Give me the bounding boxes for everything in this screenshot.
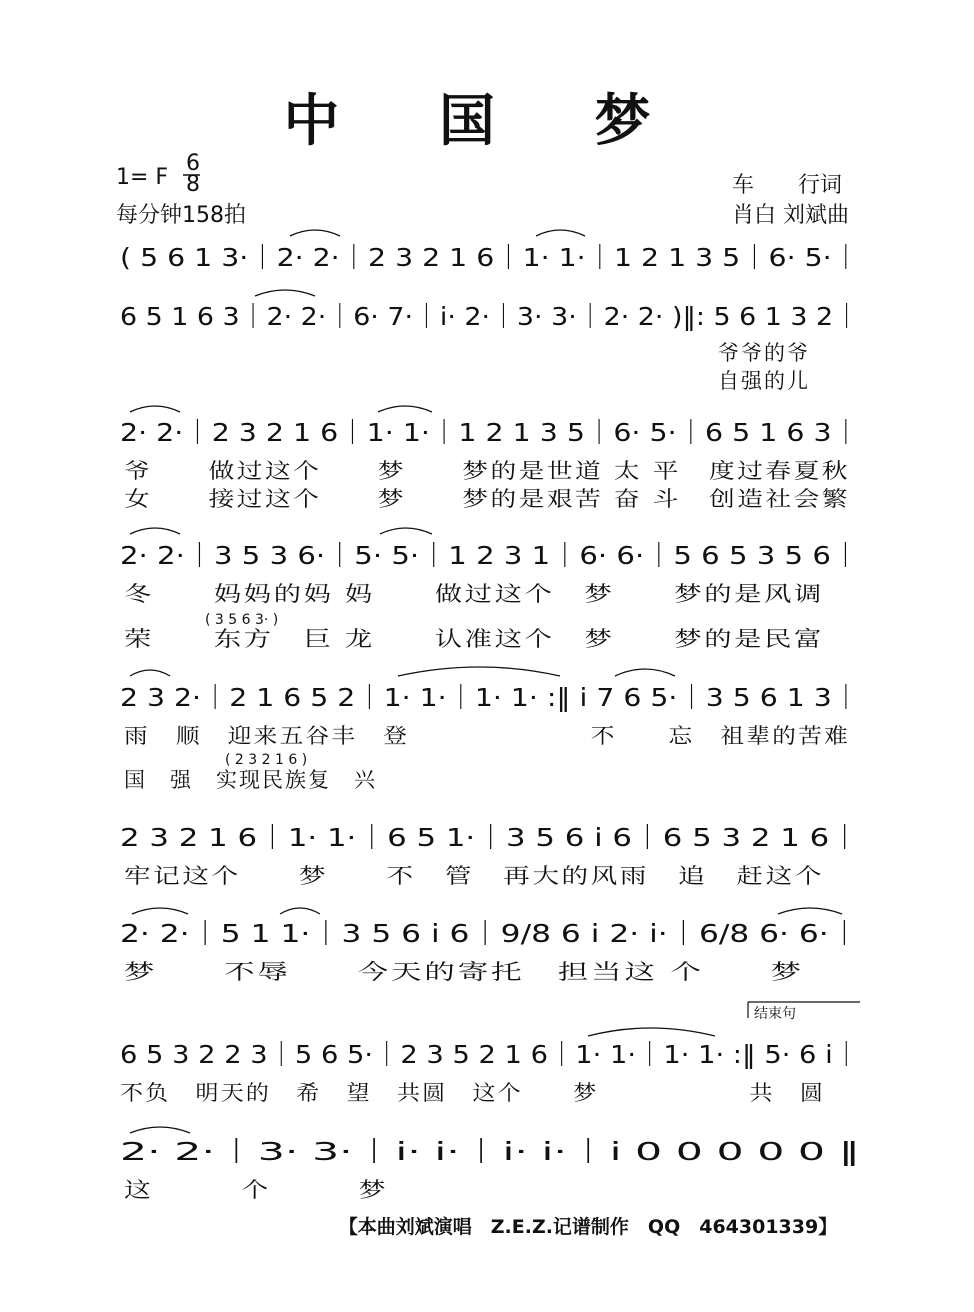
system-7 [120, 919, 860, 984]
system-1-notes: ( 5 6 1 3·｜2· 2·｜2 3 2 1 6｜1· 1·｜1 2 1 3 5｜6· 5·｜ [120, 243, 860, 272]
system-9-lyric: 这 个 梦 [124, 1178, 388, 1202]
system-3-lyric-verse-1: 爷 做过这个 梦 梦的是世道 太 平 度过春夏秋 [124, 459, 851, 483]
composer-credit: 肖白 刘斌曲 [732, 203, 849, 228]
lyricist-credit: 车 行词 [732, 173, 843, 198]
system-4 [120, 541, 860, 651]
system-3-lyric-verse-2: 女 接过这个 梦 梦的是艰苦 奋 斗 创造社会繁 [124, 487, 851, 511]
system-2-lyric-verse-2: 自强的儿 [718, 369, 810, 393]
slur-marks [130, 230, 842, 1133]
system-9 [120, 1137, 860, 1202]
system-4-alt-notes: ( 3 5 6 3· ) [205, 612, 279, 628]
ending-label: 结束句 [754, 1006, 796, 1022]
system-3 [120, 418, 860, 511]
system-7-lyric: 梦 不辱 今天的寄托 担当这 个 梦 [124, 960, 804, 984]
system-8-lyric: 不负 明天的 希 望 共圆 这个 梦 共 圆 [120, 1081, 825, 1105]
system-8 [120, 1040, 860, 1105]
ending-bracket [748, 1002, 860, 1022]
system-1 [120, 243, 860, 272]
system-8-notes: 6 5 3 2 2 3｜5 6 5·｜2 3 5 2 1 6｜1· 1·｜1· 1· :‖ 5· 6 i｜ [120, 1040, 860, 1069]
system-4-notes: 2· 2·｜3 5 3 6·｜5· 5·｜1 2 3 1｜6· 6·｜5 6 5 3 5 6｜ [120, 541, 860, 570]
system-4-lyric-verse-1: 冬 妈妈的妈 妈 做过这个 梦 梦的是风调 [124, 582, 824, 606]
system-3-notes: 2· 2·｜2 3 2 1 6｜1· 1·｜1 2 1 3 5｜6· 5·｜6 5 1 6 3｜ [120, 418, 860, 447]
system-5-notes: 2 3 2·｜2 1 6 5 2｜1· 1·｜1· 1· :‖ i 7 6 5·｜3 5 6 1 3｜ [120, 683, 860, 712]
system-5-lyric-verse-1: 雨 顺 迎来五谷丰 登 不 忘 祖辈的苦难 [124, 724, 850, 748]
system-6 [120, 823, 860, 888]
key-signature: 1= F [116, 165, 169, 190]
system-2 [120, 302, 860, 393]
system-6-notes: 2 3 2 1 6｜1· 1·｜6 5 1·｜3 5 6 i 6｜6 5 3 2 1 6｜ [120, 823, 860, 852]
system-5-lyric-verse-2: 国 强 实现民族复 兴 [124, 768, 377, 792]
time-signature-top: 6 [186, 151, 200, 176]
system-5 [120, 683, 860, 792]
system-9-notes: 2· 2·｜3· 3·｜i· i·｜i· i·｜i 0 0 0 0 0 ‖ [120, 1137, 860, 1166]
tempo-marking: 每分钟158拍 [116, 203, 246, 228]
footer-credit: 【本曲刘斌演唱 Z.E.Z.记谱制作 QQ 464301339】 [338, 1216, 838, 1238]
system-6-lyric: 牢记这个 梦 不 管 再大的风雨 追 赶这个 [124, 864, 824, 888]
system-7-notes: 2· 2·｜5 1 1·｜3 5 6 i 6｜9/8 6 i 2· i·｜6/8 6· 6·｜ [120, 919, 861, 948]
system-4-lyric-verse-2: 荣 东方 巨 龙 认准这个 梦 梦的是民富 [124, 627, 824, 651]
song-title: 中 国 梦 [283, 89, 691, 154]
system-5-alt-notes: ( 2 3 2 1 6 ) [225, 752, 308, 768]
time-signature-bottom: 8 [186, 172, 200, 197]
system-2-lyric-verse-1: 爷爷的爷 [718, 341, 810, 365]
system-2-notes: 6 5 1 6 3｜2· 2·｜6· 7·｜i· 2·｜3· 3·｜2· 2· )‖: 5 6 1 3 2｜ [120, 302, 860, 331]
